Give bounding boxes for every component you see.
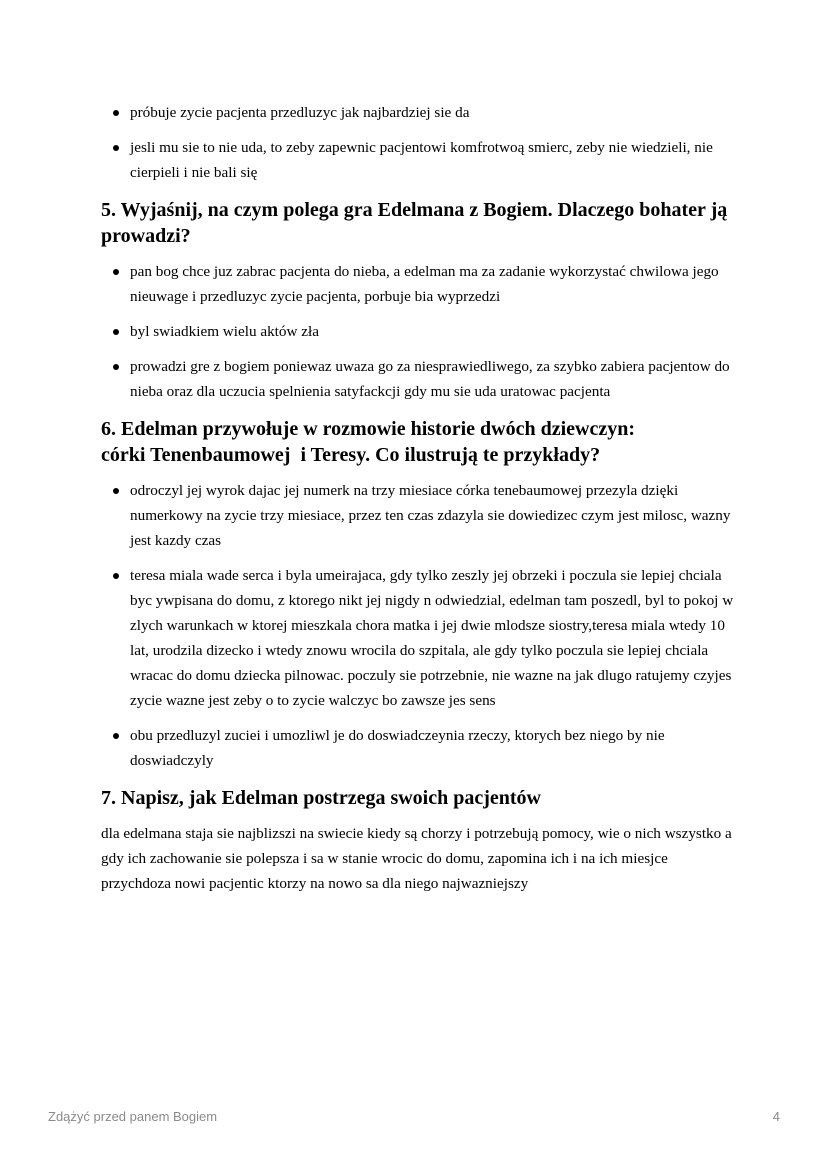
list-item: pan bog chce juz zabrac pacjenta do nieba, a edelman ma za zadanie wykorzystać chwilowa jego nieuwage i przedluzyc zycie pacjenta, porbuje bia wyprzedzi (101, 259, 741, 309)
footer-page-number: 4 (772, 1109, 780, 1124)
list-item: teresa miala wade serca i byla umeirajaca, gdy tylko zeszly jej obrzeki i poczula sie lepiej chciala byc ywpisana do domu, z ktorego nikt jej nigdy n odwiedzial, edelman tam poszedl, byl to pokoj w zlych warunkach w ktorej mieszkala chora matka i jej dwie mlodsze siostry,teresa miala wtedy 10 lat, urodzila dizecko i wtedy znowu wrocila do szpitala, ale gdy tylko poczula sie lepiej chciala wracac do domu dziecka pilnowac. poczuly sie potrzebnie, nie wazne na jak dlugo ratujemy czyjes zycie wazne jest zeby o to zycie walczyc bo zawsze jes sens (101, 563, 741, 713)
section-heading-q7: 7. Napisz, jak Edelman postrzega swoich pacjentów (101, 787, 541, 809)
section-heading-q5: 5. Wyjaśnij, na czym polega gra Edelmana z Bogiem. Dlaczego bohater ją prowadzi? (101, 199, 728, 247)
bullet-list-q5 (101, 259, 741, 404)
document-body (101, 100, 741, 896)
bullet-list-intro (101, 100, 741, 185)
section-heading-q6 (101, 416, 741, 468)
section-heading-q6-line1: 6. Edelman przywołuje w rozmowie historie dwóch dziewczyn: (101, 418, 636, 440)
footer-document-title: Zdążyć przed panem Bogiem (48, 1109, 218, 1124)
list-item: odroczyl jej wyrok dajac jej numerk na trzy miesiace córka tenebaumowej przezyla dzięki numerkowy na zycie trzy miesiace, przez ten czas zdazyla sie dowiedizec czym jest milosc, wazny jest kazdy czas (101, 478, 741, 553)
list-item: obu przedluzyl zuciei i umozliwl je do doswiadczeynia rzeczy, ktorych bez niego by nie doswiadczyly (101, 723, 741, 773)
list-item: byl swiadkiem wielu aktów zła (101, 319, 741, 344)
list-item: próbuje zycie pacjenta przedluzyc jak najbardziej sie da (101, 100, 741, 125)
list-item: jesli mu sie to nie uda, to zeby zapewnic pacjentowi komfrotwoą smierc, zeby nie wiedzieli, nie cierpieli i nie bali się (101, 135, 741, 185)
answer-paragraph-q7: dla edelmana staja sie najblizszi na swiecie kiedy są chorzy i potrzebują pomocy, wie o nich wszystko a gdy ich zachowanie sie polepsza i sa w stanie wrocic do domu, zapomina ich i na ich miesjce przychdoza nowi pacjentic ktorzy na nowo sa dla niego najwazniejszy (101, 825, 732, 892)
section-heading-q6-line2: córki Tenenbaumowej i Teresy. Co ilustrują te przykłady? (101, 444, 601, 466)
bullet-list-q6 (101, 478, 741, 773)
list-item: prowadzi gre z bogiem poniewaz uwaza go za niesprawiedliwego, za szybko zabiera pacjentow do nieba oraz dla uczucia spelnienia satyfackcji gdy mu sie uda uratowac pacjenta (101, 354, 741, 404)
